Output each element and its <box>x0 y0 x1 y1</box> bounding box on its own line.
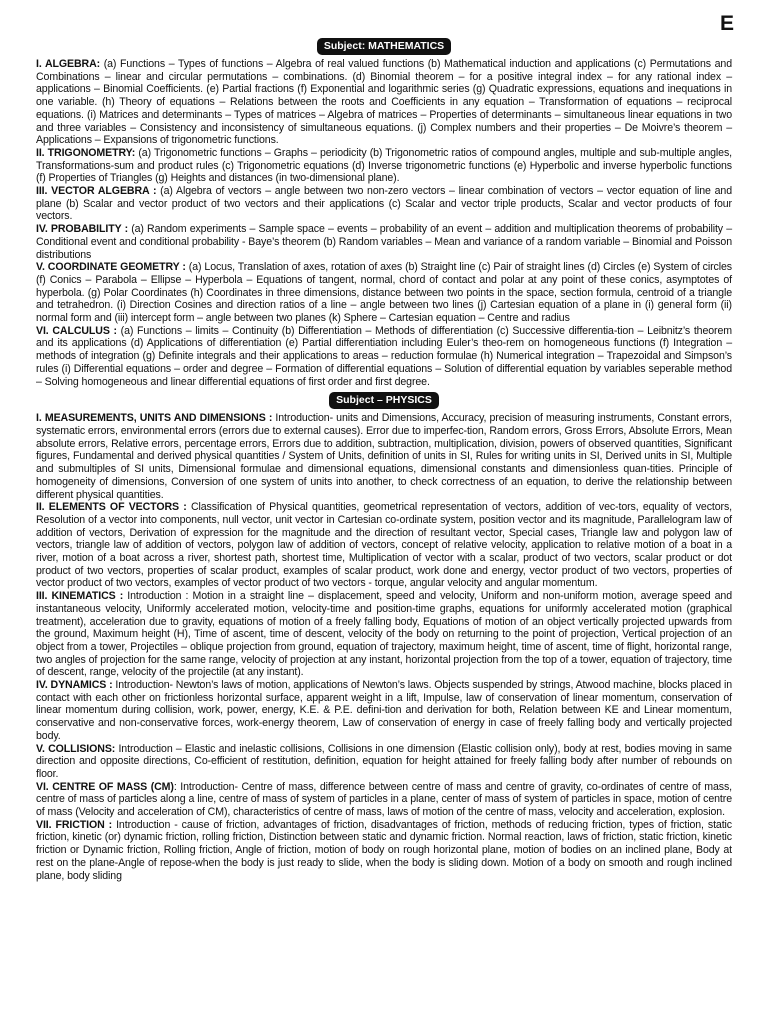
section-text: (a) Trigonometric functions – Graphs – periodicity (b) Trigonometric ratios of compound angles, multiple and sub-multiple angles, Transformations-sum and product rules (c) Trigonometric equations (d) Inverse trigonometric functions (e) Hyperbolic and inverse hyperbolic functions (f) Properties of Triangles (g) Heights and distances (in two-dimensional plane). <box>36 146 732 185</box>
section-heading: II. TRIGONOMETRY: <box>36 146 136 159</box>
section-text: Introduction- units and Dimensions, Accuracy, precision of measuring instruments, Constant errors, systematic errors, environmental errors (errors due to external causes). Error due to imperfec-tion, Random errors, Gross Errors, Absolute Errors, Mean absolute errors, Relative errors, percentage errors, Errors due to addition, subtraction, multiplication, division, powers of observed quantities, Significant figures, Fundamental and derived physical quantities / System of Units, definition of units in SI, Rules for writing units in SI, Derived units in SI, Multiple and submultiples of SI units, Dimensional formulae and dimensional equations, dimensional constants and dimensionless quan-tities. Principle of homogeneity of dimensions, Conversion of one system of units into another, to check correctness of an equation, to derive the relationship between different physical quantities. <box>36 412 732 501</box>
math-section-vector-algebra <box>36 185 732 223</box>
physics-section-vectors <box>36 501 732 590</box>
physics-section-friction <box>36 819 732 883</box>
physics-section-collisions <box>36 743 732 781</box>
math-subject-label: Subject: MATHEMATICS <box>317 38 451 55</box>
section-heading: I. MEASUREMENTS, UNITS AND DIMENSIONS : <box>36 412 273 425</box>
math-section-probability <box>36 223 732 261</box>
physics-section-centre-of-mass <box>36 781 732 819</box>
section-text: Introduction : Motion in a straight line – displacement, speed and velocity, Uniform and non-uniform motion, average speed and instantaneous velocity, Uniformly accelerated motion, velocity-time and position-time graphs, equations for uniformly accelerated motion (graphical treatment), acceleration due to gravity, equations of motion of a freely falling body, Equations of motion of an object vertically projected upwards from the ground, Maximum height (H), Time of ascent, time of descent, velocity of the body on returning to the point of projection, Vertical projection of an object from a tower, Projectiles – oblique projection from ground, equation of trajectory, maximum height, time of ascent, time of flight, horizontal range, two angles of projection for the same range, velocity of projection at any instant, horizontal projection from the top of a tower, equation of trajectory, time of descent, range, velocity of the projectile (at any instant). <box>36 590 732 679</box>
section-text: Introduction - cause of friction, advantages of friction, disadvantages of friction, methods of reducing friction, types of friction, static friction, kinetic (or) dynamic friction, rolling friction, Distinction between static and dynamic friction. Normal reaction, laws of friction, static friction, kinetic friction or Dynamic friction, Rolling friction, Angle of friction, motion of body on rough horizontal plane, motion of bodies on an inclined plane, Body at rest on the plane-Angle of repose-when the body is just ready to slide, when the body is sliding down. Motion of a body on smooth and rough inclined plane, body sliding <box>36 818 732 882</box>
section-text: Introduction- Newton’s laws of motion, applications of Newton’s laws. Objects suspended by strings, Atwood machine, blocks placed in contact with each other on frictionless horizontal surface, apparent weight in a lift, Impulse, law of conservation of linear momentum, conservation of linear momentum during collision, work, power, energy, K.E. & P.E. defini-tion and derivation for both, Relation between KE and Linear momentum, conservative and non-conservative forces, work-energy theorem, Law of conservation of energy in case of freely falling body and vertically projected body. <box>36 679 732 742</box>
physics-section-measurements <box>36 412 732 501</box>
math-subject-header <box>36 36 732 55</box>
physics-section-dynamics <box>36 679 732 743</box>
section-text: (a) Algebra of vectors – angle between two non-zero vectors – linear combination of vectors – vector equation of line and plane (b) Scalar and vector product of two vectors and their applications (c) Scalar and vector triple products, Scalar and vector products of four vectors. <box>36 185 732 223</box>
section-heading: IV. PROBABILITY : <box>36 223 129 236</box>
section-text: Introduction – Elastic and inelastic collisions, Collisions in one dimension (Elastic collision only), body at rest, bodies moving in same direction and opposite directions, Co-efficient of restitution, definition, equation for height attained for freely falling body after number of rebounds on floor. <box>36 742 732 780</box>
section-heading: III. VECTOR ALGEBRA : <box>36 185 157 198</box>
section-heading: V. COORDINATE GEOMETRY : <box>36 261 186 274</box>
physics-section-kinematics <box>36 590 732 679</box>
section-heading: III. KINEMATICS : <box>36 590 124 603</box>
section-heading: VII. FRICTION : <box>36 818 113 831</box>
section-text: (a) Random experiments – Sample space – events – probability of an event – addition and multiplication theorems of probability – Conditional event and conditional probability - Baye’s theorem (b) Random variables – Mean and variance of a random variable – Binomial and Poisson distributions <box>36 223 732 261</box>
section-heading: I. ALGEBRA: <box>36 58 101 70</box>
section-heading: IV. DYNAMICS : <box>36 679 113 692</box>
section-text: Classification of Physical quantities, geometrical representation of vectors, addition of vec-tors, equality of vectors, Resolution of a vector into components, null vector, unit vector in Cartesian co-ordinate system, position vector and its magnitude, Parallelogram law of addition of vectors, Derivation of expression for the magnitude and the direction of resultant vector, Special cases, Triangle law and polygon law of vectors, triangle law of addition of vectors, polygon law of addition of vectors, concept of relative velocity, application to relative motion of a boat in a river, motion of a boat across a river, shortest path, shortest time, Multiplication of vector with a scalar, product of two vectors, scalar product or dot product of two vectors, properties of scalar product, examples of scalar product, work done and energy, vector product of two vectors, properties of vector product of two vectors, examples of vector product of two vectors - torque, angular velocity and angular momentum. <box>36 501 732 590</box>
section-heading: VI. CENTRE OF MASS (CM) <box>36 780 174 793</box>
syllabus-content <box>36 36 732 882</box>
math-section-calculus <box>36 325 732 389</box>
page-letter: E <box>719 12 734 35</box>
section-heading: II. ELEMENTS OF VECTORS : <box>36 501 187 514</box>
section-heading: VI. CALCULUS : <box>36 324 117 337</box>
math-section-coordinate-geometry <box>36 261 732 325</box>
section-heading: V. COLLISIONS: <box>36 742 116 755</box>
section-text: (a) Functions – Types of functions – Algebra of real valued functions (b) Mathematical induction and applications (c) Permutations and Combinations – linear and circular permutations – combinations. (d) Binomial theorem – for a positive integral index – for any rational index – applications – Binomial Coefficients. (e) Partial fractions (f) Exponential and logarithmic series (g) Quadratic expressions, equations and inequations in one variable. (h) Theory of equations – Relations between the roots and Coefficients in any equation – Transformation of equations – reciprocal equations. (i) Matrices and determinants – Types of matrices – Algebra of matrices – Properties of determinants – simultaneous linear equations in two and three variables – Consistency and inconsistency of simultaneous equations. (j) Complex numbers and their properties – De Moivre’s theorem – Applications – Expansions of trigonometric functions. <box>36 58 732 147</box>
section-text: : Introduction- Centre of mass, difference between centre of mass and centre of gravity, co-ordinates of centre of mass, centre of mass of particles along a line, centre of mass of system of particles in a plane, center of mass of system of particles in space, motion of centre of mass (Velocity and acceleration of CM), characteristics of centre of mass, laws of motion of the centre of mass, velocity and acceleration, explosion. <box>36 780 732 819</box>
physics-subject-header <box>36 390 732 409</box>
physics-subject-label: Subject – PHYSICS <box>329 392 439 409</box>
section-text: (a) Locus, Translation of axes, rotation of axes (b) Straight line (c) Pair of straight lines (d) Circles (e) System of circles (f) Conics – Parabola – Ellipse – Hyperbola – Equations of tangent, normal, chord of contact and polar at any point of these conics, asymptotes of hyperbola. (g) Polar Coordinates (h) Coordinates in three dimensions, distance between two points in the space, section formula, centroid of a triangle and tetrahedron. (i) Direction Cosines and direction ratios of a line – angle between two lines (j) Cartesian equation of a plane in (i) general form (ii) normal form and (iii) intercept form – angle between two planes (k) Sphere – Cartesian equation – Centre and radius <box>36 261 733 325</box>
math-section-trigonometry <box>36 147 732 185</box>
math-section-algebra <box>36 58 732 147</box>
section-text: (a) Functions – limits – Continuity (b) Differentiation – Methods of differentiation (c) Successive differentia-tion – Leibnitz’s theorem and its applications (d) Applications of differentiation (e) Partial differentiation including Euler’s theo-rem on homogeneous functions (f) Integration – methods of integration (g) Definite integrals and their applications to areas – reduction formulae (h) Numerical integration – Trapezoidal and Simpson’s rules (i) Differential equations – order and degree – Formation of differential equations – Solution of differential equation by variables seperable method – Solving homogeneous and linear differential equations of first order and first degree. <box>36 324 732 388</box>
